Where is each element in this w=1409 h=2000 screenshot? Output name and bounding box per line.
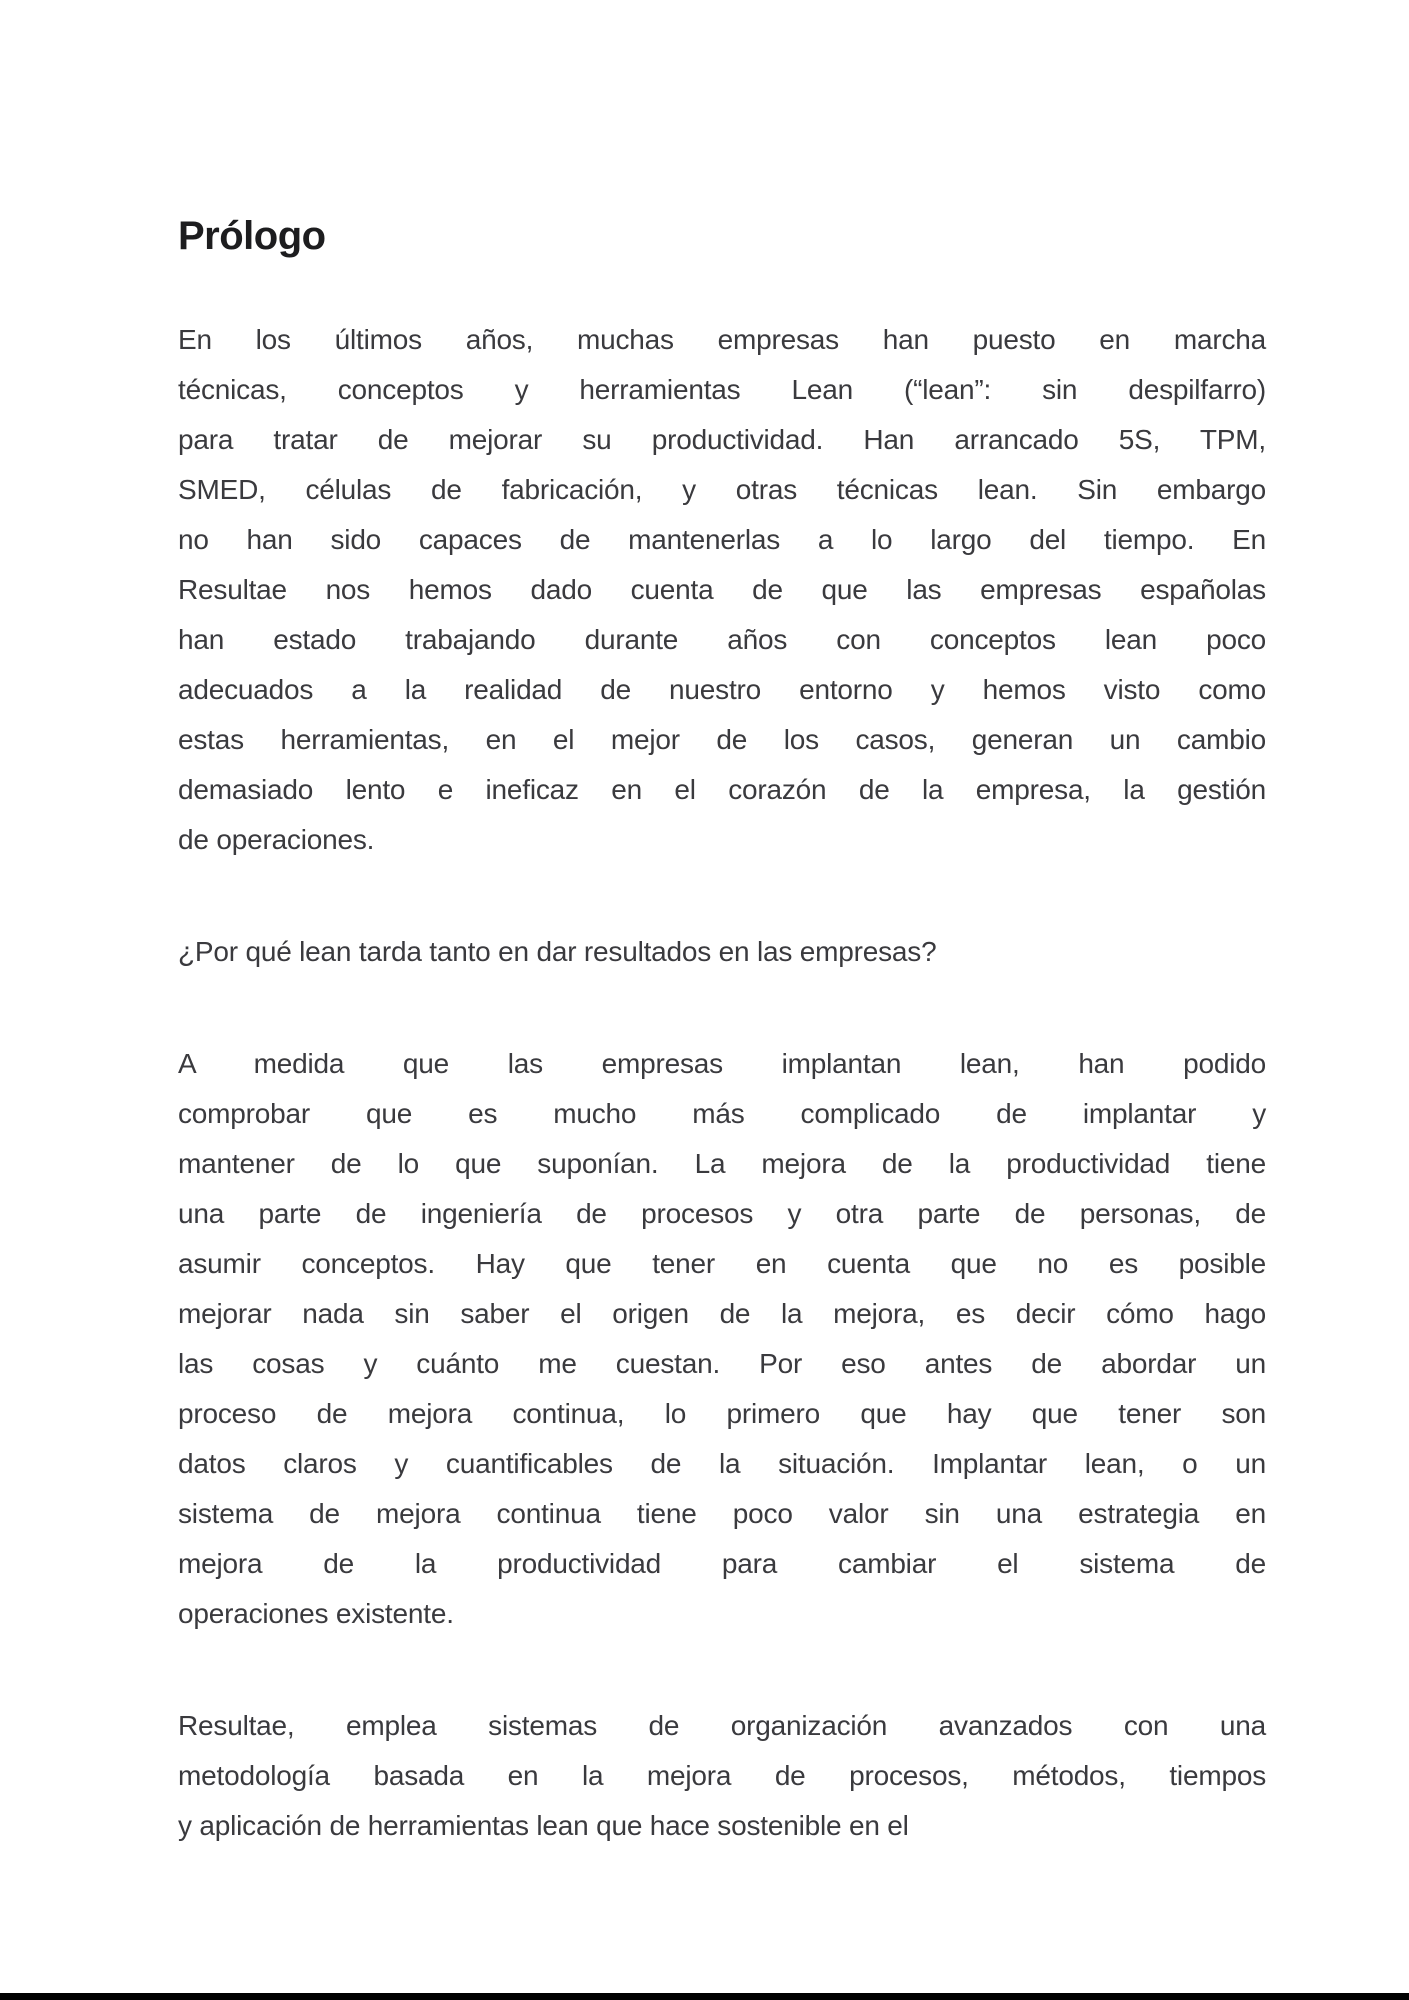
text-line: Resultae nos hemos dado cuenta de que las empresas españolas	[178, 574, 1266, 605]
paragraph	[178, 927, 1266, 977]
text-line: operaciones existente.	[178, 1598, 454, 1629]
text-line: las cosas y cuánto me cuestan. Por eso antes de abordar un	[178, 1348, 1266, 1379]
text-line: sistema de mejora continua tiene poco valor sin una estrategia en	[178, 1498, 1266, 1529]
text-line: mejorar nada sin saber el origen de la mejora, es decir cómo hago	[178, 1298, 1266, 1329]
text-line: no han sido capaces de mantenerlas a lo largo del tiempo. En	[178, 524, 1266, 555]
document-content	[178, 0, 1266, 1851]
text-line: SMED, células de fabricación, y otras técnicas lean. Sin embargo	[178, 474, 1266, 505]
paragraph	[178, 315, 1266, 865]
text-line: asumir conceptos. Hay que tener en cuenta que no es posible	[178, 1248, 1266, 1279]
text-line: A medida que las empresas implantan lean, han podido	[178, 1048, 1266, 1079]
text-line: y aplicación de herramientas lean que hace sostenible en el	[178, 1810, 909, 1841]
paragraph	[178, 1701, 1266, 1851]
text-line: han estado trabajando durante años con conceptos lean poco	[178, 624, 1266, 655]
text-line: datos claros y cuantificables de la situación. Implantar lean, o un	[178, 1448, 1266, 1479]
text-line: comprobar que es mucho más complicado de implantar y	[178, 1098, 1266, 1129]
text-line: mantener de lo que suponían. La mejora de la productividad tiene	[178, 1148, 1266, 1179]
text-line: para tratar de mejorar su productividad. Han arrancado 5S, TPM,	[178, 424, 1266, 455]
window-bottom-edge	[0, 1993, 1409, 2000]
text-line: ¿Por qué lean tarda tanto en dar resultados en las empresas?	[178, 936, 937, 967]
text-line: proceso de mejora continua, lo primero que hay que tener son	[178, 1398, 1266, 1429]
text-line: una parte de ingeniería de procesos y otra parte de personas, de	[178, 1198, 1266, 1229]
paragraph	[178, 1039, 1266, 1639]
text-line: En los últimos años, muchas empresas han puesto en marcha	[178, 324, 1266, 355]
text-line: técnicas, conceptos y herramientas Lean (“lean”: sin despilfarro)	[178, 374, 1266, 405]
text-line: mejora de la productividad para cambiar el sistema de	[178, 1548, 1266, 1579]
text-line: metodología basada en la mejora de procesos, métodos, tiempos	[178, 1760, 1266, 1791]
document-heading: Prólogo	[178, 214, 326, 258]
text-line: adecuados a la realidad de nuestro entorno y hemos visto como	[178, 674, 1266, 705]
text-line: estas herramientas, en el mejor de los casos, generan un cambio	[178, 724, 1266, 755]
text-line: demasiado lento e ineficaz en el corazón de la empresa, la gestión	[178, 774, 1266, 805]
text-line: de operaciones.	[178, 824, 375, 855]
paragraphs	[178, 315, 1266, 1851]
text-line: Resultae, emplea sistemas de organización avanzados con una	[178, 1710, 1266, 1741]
